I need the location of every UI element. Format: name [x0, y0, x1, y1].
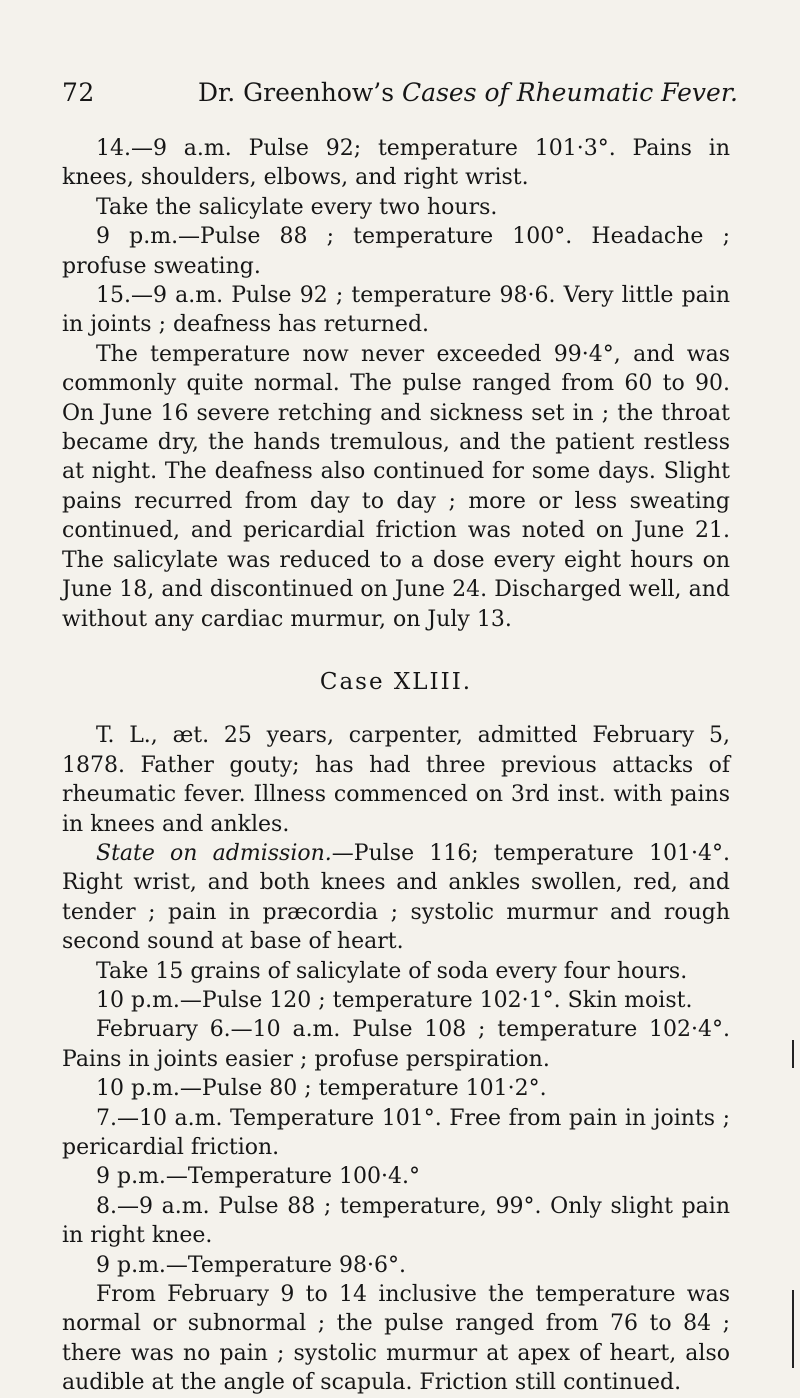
paragraph: 14.—9 a.m. Pulse 92; temperature 101·3°. Pains in knees, shoulders, elbows, and right wrist.	[62, 136, 730, 191]
paragraph: 9 p.m.—Pulse 88 ; temperature 100°. Headache ; profuse sweating.	[62, 224, 730, 279]
state-on-admission-label: State on admission.	[96, 840, 332, 866]
page-number: 72	[62, 78, 95, 107]
page-edge-mark	[792, 1040, 794, 1068]
paragraph: 7.—10 a.m. Temperature 101°. Free from pain in joints ; pericardial friction.	[62, 1105, 730, 1160]
paragraph: Take the salicylate every two hours.	[96, 194, 498, 220]
running-title-author: Dr. Greenhow’s	[198, 78, 395, 107]
paragraph: Take 15 grains of salicylate of soda every four hours.	[96, 958, 688, 984]
case-heading: Case XLIII.	[319, 668, 473, 695]
paragraph: 10 p.m.—Pulse 120 ; temperature 102·1°. Skin moist.	[96, 987, 693, 1013]
body-text	[62, 134, 730, 1398]
paragraph: 9 p.m.—Temperature 98·6°.	[96, 1252, 407, 1278]
paragraph: 8.—9 a.m. Pulse 88 ; temperature, 99°. Only slight pain in right knee.	[62, 1193, 730, 1249]
paragraph	[62, 839, 730, 957]
page-edge-mark	[792, 1290, 794, 1368]
paragraph: 10 p.m.—Pulse 80 ; temperature 101·2°.	[96, 1076, 547, 1102]
paragraph: 15.—9 a.m. Pulse 92 ; temperature 98·6. Very little pain in joints ; deafness has returned.	[62, 283, 730, 338]
state-on-admission-text: —Pulse 116; temperature 101·4°. Right wrist, and both knees and ankles swollen, red, and tender ; pain in præcordia ; systolic murmur and rough second sound at base of heart.	[62, 840, 730, 955]
running-head	[62, 78, 738, 114]
running-title	[198, 78, 738, 107]
paragraph: T. L., æt. 25 years, carpenter, admitted February 5, 1878. Father gouty; has had three previous attacks of rheumatic fever. Illness commenced on 3rd inst. with pains in knees and ankles.	[62, 723, 730, 837]
paragraph: February 6.—10 a.m. Pulse 108 ; temperature 102·4°. Pains in joints easier ; profuse perspiration.	[62, 1017, 730, 1072]
paragraph: The temperature now never exceeded 99·4°, and was commonly quite normal. The pulse ranged from 60 to 90. On June 16 severe retching and sickness set in ; the throat became dry, the hands tremulous, and the patient restless at night. The deafness also continued for some days. Slight pains recurred from day to day ; more or less sweating continued, and pericardial friction was noted on June 21. The salicylate was reduced to a dose every eight hours on June 18, and discontinued on June 24. Discharged well, and without any cardiac murmur, on July 13.	[62, 341, 730, 632]
paragraph: 9 p.m.—Temperature 100·4.°	[96, 1164, 421, 1190]
paragraph: From February 9 to 14 inclusive the temperature was normal or subnormal ; the pulse ranged from 76 to 84 ; there was no pain ; systolic murmur at apex of heart, also audible at the angle of scapula. Friction still continued.	[62, 1282, 730, 1396]
running-title-italic: Cases of Rheumatic Fever.	[402, 78, 738, 107]
